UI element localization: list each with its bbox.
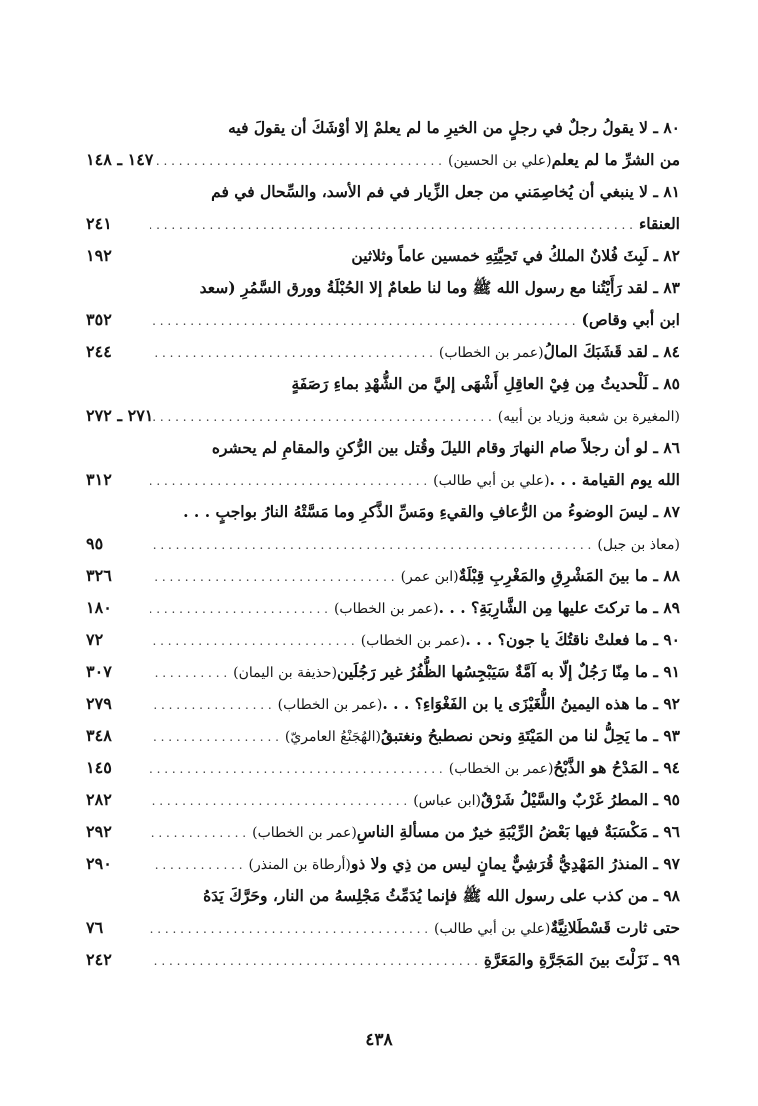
index-line — [86, 688, 680, 720]
dot-leader — [150, 209, 639, 240]
index-line — [86, 240, 680, 272]
entry-source: (عمر بن الخطاب) — [333, 601, 439, 617]
dot-leader — [150, 721, 285, 752]
dot-leader — [150, 657, 233, 688]
entry-text: ٨٠ ـ لا يقولُ رجلٌ في رجلٍ من الخيرِ ما لم يعلمْ إلا أوْشَكَ أن يقولَ فيه — [228, 118, 680, 137]
entry-page: ٢٩٠ — [86, 854, 112, 873]
entry-page: ٣٠٧ — [86, 662, 112, 681]
index-line — [86, 752, 680, 784]
entry-page: ٢٤٤ — [86, 342, 112, 361]
entry-source: (ابن عباس) — [413, 793, 481, 809]
entry-source: (أرطاة بن المنذر) — [248, 857, 351, 873]
index-line — [86, 304, 680, 336]
index-line — [86, 208, 680, 240]
entry-page: ٧٦ — [86, 918, 104, 937]
entry-source: (عمر بن الخطاب) — [252, 825, 357, 841]
index-list — [86, 112, 680, 976]
entry-text: العنقاء — [638, 214, 680, 233]
entry-page: ١٤٥ — [86, 758, 112, 777]
entry-text: ٩٧ ـ المنذرُ المَهْدِيُّ قُرَشِيٌّ يمانٍ ليس من ذِي ولا ذو — [350, 854, 680, 873]
entry-source: (علي بن أبي طالب) — [434, 921, 551, 937]
entry-text: ٨١ ـ لا ينبغي أن يُخاصِمَني من جعل الزِّيار في فم الأسد، والسِّحال في فم — [211, 182, 680, 201]
entry-source: (عمر بن الخطاب) — [360, 633, 466, 649]
dot-leader — [153, 145, 448, 176]
dot-leader — [153, 401, 497, 432]
entry-page: ٢٤٢ — [86, 950, 112, 969]
index-line — [86, 176, 680, 208]
entry-source: (علي بن أبي طالب) — [433, 473, 550, 489]
dot-leader — [150, 337, 439, 368]
dot-leader — [150, 913, 434, 944]
index-line — [86, 784, 680, 816]
entry-text: ٨٥ ـ لَلْحديثُ مِن فِيْ العاقِلِ أَشْهَى إليَّ من الشُّهْدِ بماءِ رَصَفَةٍ — [291, 374, 680, 393]
entry-source: (المغيرة بن شعبة وزياد بن أبيه) — [497, 409, 680, 425]
index-line — [86, 528, 680, 560]
index-line — [86, 560, 680, 592]
entry-text: الله يوم القيامة . . . — [549, 470, 680, 489]
index-line — [86, 400, 680, 432]
entry-page: ٢٧٩ — [86, 694, 112, 713]
dot-leader — [150, 817, 252, 848]
entry-page: ٧٢ — [86, 630, 104, 649]
entry-page: ١٨٠ — [86, 598, 112, 617]
entry-text: ٨٣ ـ لقد رَأَيْتُنا مع رسول الله ﷺ وما لنا طعامٌ إلا الحُبْلَةُ وورق السَّمُرِ (سعد — [199, 278, 680, 297]
entry-page: ٩٥ — [86, 534, 104, 553]
dot-leader — [150, 785, 413, 816]
entry-text: من الشرِّ ما لم يعلم — [551, 150, 680, 169]
entry-text: ٨٢ ـ لَبِثَ فُلانٌ الملكُ في تَحِيَّتِهِ خمسين عاماً وثلاثين — [351, 246, 680, 265]
index-line — [86, 464, 680, 496]
index-line — [86, 336, 680, 368]
dot-leader — [150, 689, 278, 720]
entry-source: (معاذ بن جبل) — [597, 537, 680, 553]
entry-text: ٩٤ ـ المَدْحُ هو الذَّبْحُ — [553, 758, 680, 777]
entry-text: ٨٩ ـ ما تركتَ عليها مِن الشَّارِبَةِ؟ . . . — [438, 598, 680, 617]
index-line — [86, 880, 680, 912]
dot-leader — [150, 849, 249, 880]
entry-page: ٢٨٢ — [86, 790, 112, 809]
index-line — [86, 912, 680, 944]
entry-text: ٨٤ ـ لقد قَشَبَكَ المالُ — [543, 342, 680, 361]
dot-leader — [150, 945, 484, 976]
entry-text: ٨٧ ـ ليسَ الوضوءُ من الرُّعافِ والقيءِ ومَسِّ الذَّكرِ وما مَسَّتْهُ النارُ بواجبٍ . . . — [183, 502, 680, 521]
entry-source: (الهُجَنْعُ العامريّ) — [284, 729, 381, 745]
page-number: ٤٣٨ — [365, 1030, 393, 1050]
entry-page: ١٩٢ — [86, 246, 112, 265]
entry-text: ٨٦ ـ لو أن رجلاً صام النهارَ وقام الليلَ وقُتل بين الرُّكنِ والمقامِ لم يحشره — [211, 438, 680, 457]
dot-leader — [150, 561, 401, 592]
entry-source: (عمر بن الخطاب) — [277, 697, 383, 713]
entry-text: ٩٩ ـ نَزَلْتَ بينَ المَجَرَّةِ والمَعَرَّةِ — [483, 950, 680, 969]
entry-source: (ابن عمر) — [400, 569, 459, 585]
index-line — [86, 144, 680, 176]
entry-source: (حذيفة بن اليمان) — [233, 665, 338, 681]
index-line — [86, 112, 680, 144]
dot-leader — [150, 529, 597, 560]
entry-page: ٢٩٢ — [86, 822, 112, 841]
entry-text: ٨٨ ـ ما بينَ المَشْرِقِ والمَغْرِبِ قِبْلَةٌ — [458, 566, 680, 585]
index-line — [86, 848, 680, 880]
entry-text: ٩٦ ـ مَكْسَبَةٌ فيها بَعْضُ الرِّيْبَةِ خيرٌ من مسألةِ الناسِ — [356, 822, 680, 841]
entry-text: ابن أبي وقاص) — [581, 310, 680, 329]
dot-leader — [150, 593, 334, 624]
entry-text: ٩٨ ـ من كذب على رسول الله ﷺ فإنما يُدَمِّثُ مَجْلِسهُ من النار، وحَرَّكَ يَدَهُ — [203, 886, 680, 905]
entry-source: (عمر بن الخطاب) — [448, 761, 554, 777]
entry-page: ٢٧١ ـ ٢٧٢ — [86, 406, 154, 425]
entry-page: ١٤٧ ـ ١٤٨ — [86, 150, 154, 169]
entry-text: ٩٠ ـ ما فعلتْ ناقتُكَ يا جون؟ . . . — [465, 630, 680, 649]
entry-page: ٣١٢ — [86, 470, 112, 489]
index-line — [86, 720, 680, 752]
index-line — [86, 272, 680, 304]
index-line — [86, 816, 680, 848]
index-line — [86, 368, 680, 400]
index-line — [86, 592, 680, 624]
entry-source: (علي بن الحسين) — [447, 153, 552, 169]
entry-page: ٣٥٢ — [86, 310, 112, 329]
entry-text: حتى ثارت قَسْطَلانِيَّةٌ — [550, 918, 680, 937]
index-line — [86, 432, 680, 464]
index-line — [86, 624, 680, 656]
index-line — [86, 496, 680, 528]
entry-text: ٩١ ـ ما مِنّا رَجُلٌ إلّا به آمَّةٌ سَيَبْجِسُها الظُّفُرُ غير رَجُلَين — [337, 662, 680, 681]
dot-leader — [150, 305, 582, 336]
dot-leader — [150, 465, 433, 496]
dot-leader — [150, 625, 361, 656]
entry-page: ٢٤١ — [86, 214, 112, 233]
entry-page: ٣٤٨ — [86, 726, 112, 745]
entry-page: ٣٢٦ — [86, 566, 112, 585]
index-line — [86, 944, 680, 976]
entry-text: ٩٥ ـ المطرُ غَرْبٌ والسَّيْلُ شَرْقٌ — [480, 790, 680, 809]
dot-leader — [150, 753, 449, 784]
entry-source: (عمر بن الخطاب) — [438, 345, 544, 361]
entry-text: ٩٣ ـ ما يَحِلُّ لنا من المَيْتَةِ ونحن نصطبحُ ونغتبقُ — [380, 726, 680, 745]
entry-text: ٩٢ ـ ما هذه اليمينُ اللُّغَيْزَى يا بن الفَغْوَاءِ؟ . . . — [382, 694, 680, 713]
index-line — [86, 656, 680, 688]
